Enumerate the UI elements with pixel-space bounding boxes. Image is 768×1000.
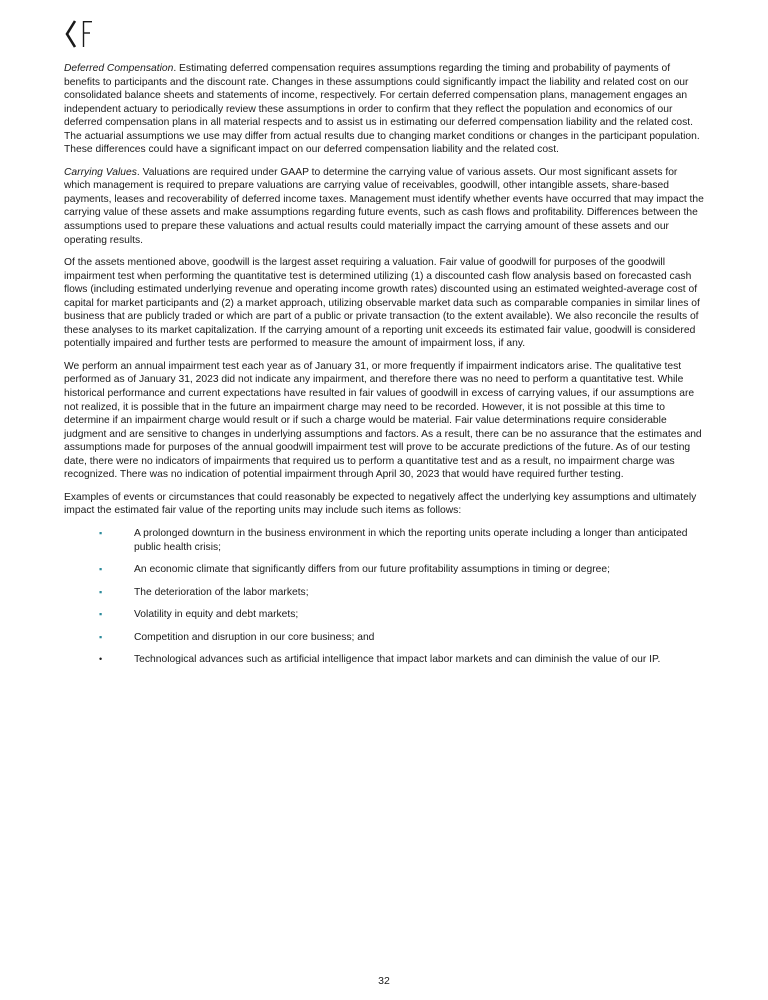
bullet-icon: ▪: [99, 586, 103, 597]
list-item-text: An economic climate that significantly differs from our future profitability assumptions in timing or degree;: [134, 564, 610, 576]
bullet-icon: ▪: [99, 527, 103, 538]
bullet-icon: ▪: [99, 609, 103, 620]
list-item: [64, 527, 706, 554]
list-item-text: Volatility in equity and debt markets;: [134, 609, 299, 621]
bullet-icon: •: [99, 654, 103, 665]
list-item-text: Competition and disruption in our core business; and: [134, 631, 375, 643]
bullet-icon: ▪: [99, 564, 103, 575]
list-item-text: A prolonged downturn in the business environment in which the reporting units operate including a longer than anticipated public health crisis;: [134, 527, 688, 553]
list-item: [64, 653, 706, 667]
examples-intro-paragraph: Examples of events or circumstances that could reasonably be expected to negatively affect the underlying key assumptions and ultimately impact the estimated fair value of the reporting units may include such items as follows:: [64, 491, 697, 517]
deferred-compensation-heading: Deferred Compensation: [64, 63, 174, 74]
goodwill-paragraph: Of the assets mentioned above, goodwill is the largest asset requiring a valuation. Fair value of goodwill for purposes of the goodwill impairment test when performing the quantitative test is determined utilizing (1) a discounted cash flow analysis based on forecasted cash flows (including estimated underlying revenue and operating income growth rates) discounted using an estimated weighted-average cost of capital for market participants and (2) a market approach, utilizing observable market data such as comparable companies in similar lines of business that are publicly traded or which are part of a public or private transaction (to the extent available). We also reconcile the results of these analyses to its market capitalization. If the carrying amount of a reporting unit exceeds its estimated fair value, goodwill is considered potentially impaired and further tests are performed to measure the amount of impairment loss, if any.: [64, 257, 700, 350]
deferred-compensation-paragraph: [64, 62, 706, 157]
carrying-values-text: . Valuations are required under GAAP to determine the carrying value of various assets. Our most significant assets for which management is required to prepare valuations are carrying value of receivables, goodwill, other intangible assets, share-based payments, leases and recoverability of deferred income taxes. Management must identify whether events have occurred that may impact the carrying value of these assets and make assumptions regarding future events, such as cash flows and profitability. Differences between the assumptions used to prepare these valuations and actual results could materially impact the carrying amount of these assets and our operating results.: [64, 166, 704, 246]
cf-monogram-logo: [64, 18, 100, 50]
list-item: [64, 608, 706, 622]
list-item-text: The deterioration of the labor markets;: [134, 586, 309, 598]
carrying-values-heading: Carrying Values: [64, 166, 137, 178]
impairment-test-paragraph: We perform an annual impairment test each year as of January 31, or more frequently if impairment indicators arise. The qualitative test performed as of January 31, 2023 did not indicate any impairment, and therefore there was no need to perform a quantitative test. While historical performance and current expectations have resulted in fair values of goodwill in excess of carrying values, if our assumptions are not realized, it is possible that in the future an impairment charge may need to be recorded. However, it is not possible at this time to determine if an impairment charge would result or if such a charge would be material. Fair value determinations require considerable judgment and are sensitive to changes in underlying assumptions and factors. As a result, there can be no assurance that the estimates and assumptions made for purposes of the annual goodwill impairment test will prove to be accurate predictions of the future. As of our testing date, there were no indicators of impairments that required us to perform a quantitative test and as a result, no impairment charge was recognized. There was no indication of potential impairment through April 30, 2023 that would have required further testing.: [64, 360, 702, 481]
page-number: 32: [378, 975, 390, 987]
impairment-factors-list: [64, 527, 706, 667]
bullet-icon: ▪: [99, 631, 103, 642]
deferred-compensation-text: . Estimating deferred compensation requires assumptions regarding the timing and probability of payments of benefits to participants and the discount rate. Changes in these assumptions could significantly impact the liability and related cost on our consolidated balance sheets and statements of income, respectively. For certain deferred compensation plans, management engages an independent actuary to periodically review these assumptions in order to confirm that they reflect the population and economics of our deferred compensation plans in all material respects and to assist us in estimating our deferred compensation liability and the related cost. The actuarial assumptions we use may differ from actual results due to changing market conditions or changes in the participant population. These differences could have a significant impact on our deferred compensation liability and the related cost.: [64, 63, 700, 156]
cf-logo-icon: [64, 18, 100, 50]
list-item: [64, 631, 706, 645]
list-item-text: Technological advances such as artificial intelligence that impact labor markets and can diminish the value of our IP.: [134, 654, 661, 666]
list-item: [64, 586, 706, 600]
document-body: [64, 62, 706, 676]
carrying-values-paragraph: [64, 166, 706, 247]
list-item: [64, 563, 706, 577]
